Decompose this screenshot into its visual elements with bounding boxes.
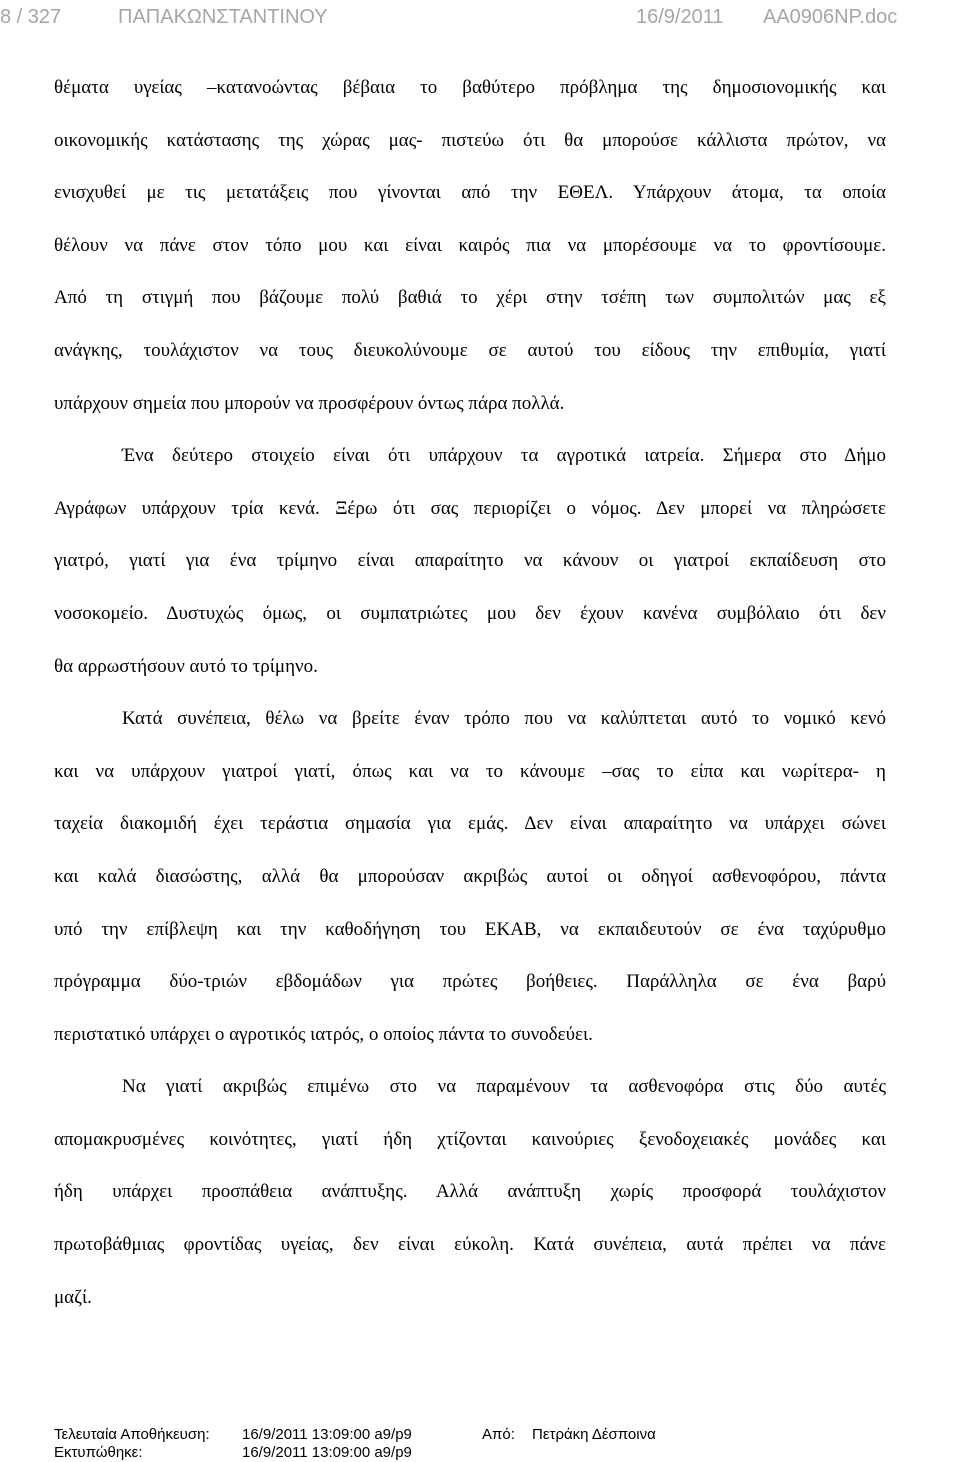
footer-printed-row xyxy=(54,1444,904,1462)
text-line: ταχεία διακομιδή έχει τεράστια σημασία για εμάς. Δεν είναι απαραίτητο να υπάρχει σώνει xyxy=(54,813,886,835)
header-filename: ΑΑ0906ΝΡ.doc xyxy=(763,6,898,28)
text-line: νοσοκομείο. Δυστυχώς όμως, οι συμπατριώτες μου δεν έχουν κανένα συμβόλαιο ότι δεν xyxy=(54,602,886,624)
text-line: πρωτοβάθμιας φροντίδας υγείας, δεν είναι εύκολη. Κατά συνέπεια, αυτά πρέπει να πάνε xyxy=(54,1234,886,1256)
saved-label: Τελευταία Αποθήκευση: xyxy=(54,1426,210,1443)
text-line: και καλά διασώστης, αλλά θα μπορούσαν ακριβώς αυτοί οι οδηγοί ασθενοφόρου, πάντα xyxy=(54,865,886,887)
from-label: Από: xyxy=(482,1426,515,1443)
text-line: Κατά συνέπεια, θέλω να βρείτε έναν τρόπο που να καλύπτεται αυτό το νομικό κενό xyxy=(122,708,886,730)
text-line: υπάρχουν σημεία που μπορούν να προσφέρουν όντως πάρα πολλά. xyxy=(54,392,565,414)
from-value: Πετράκη Δέσποινα xyxy=(532,1426,656,1443)
page-footer xyxy=(54,1426,904,1462)
text-line: μαζί. xyxy=(54,1286,92,1308)
footer-saved-row xyxy=(54,1426,904,1444)
paragraph xyxy=(54,430,886,693)
header-date: 16/9/2011 xyxy=(636,6,724,28)
paragraph xyxy=(54,62,886,430)
text-line: απομακρυσμένες κοινότητες, γιατί ήδη χτίζονται καινούριες ξενοδοχειακές μονάδες και xyxy=(54,1128,886,1150)
text-line: Ένα δεύτερο στοιχείο είναι ότι υπάρχουν τα αγροτικά ιατρεία. Σήμερα στο Δήμο xyxy=(122,445,886,467)
text-line: ήδη υπάρχει προσπάθεια ανάπτυξης. Αλλά ανάπτυξη χωρίς προσφορά τουλάχιστον xyxy=(54,1181,886,1203)
text-line: θα αρρωστήσουν αυτό το τρίμηνο. xyxy=(54,655,318,677)
document-body xyxy=(54,62,886,1324)
page-number: 8 / 327 xyxy=(0,6,62,28)
text-line: περιστατικό υπάρχει ο αγροτικός ιατρός, ο οποίος πάντα το συνοδεύει. xyxy=(54,1023,593,1045)
paragraph xyxy=(54,1061,886,1324)
text-line: Αγράφων υπάρχουν τρία κενά. Ξέρω ότι σας περιορίζει ο νόμος. Δεν μπορεί να πληρώσετε xyxy=(54,497,886,519)
text-line: Από τη στιγμή που βάζουμε πολύ βαθιά το χέρι στην τσέπη των συμπολιτών μας εξ xyxy=(54,287,886,309)
printed-value: 16/9/2011 13:09:00 a9/p9 xyxy=(242,1444,412,1461)
text-line: θέλουν να πάνε στον τόπο μου και είναι καιρός πια να μπορέσουμε να το φροντίσουμε. xyxy=(54,234,886,256)
saved-value: 16/9/2011 13:09:00 a9/p9 xyxy=(242,1426,412,1443)
text-line: Να γιατί ακριβώς επιμένω στο να παραμένουν τα ασθενοφόρα στις δύο αυτές xyxy=(122,1076,886,1098)
text-line: ανάγκης, τουλάχιστον να τους διευκολύνουμε σε αυτού του είδους την επιθυμία, γιατί xyxy=(54,339,886,361)
printed-label: Εκτυπώθηκε: xyxy=(54,1444,143,1461)
paragraph xyxy=(54,693,886,1061)
text-line: οικονομικής κατάστασης της χώρας μας- πιστεύω ότι θα μπορούσε κάλλιστα πρώτον, να xyxy=(54,129,886,151)
text-line: θέματα υγείας –κατανοώντας βέβαια το βαθύτερο πρόβλημα της δημοσιονομικής και xyxy=(54,77,886,98)
text-line: γιατρό, γιατί για ένα τρίμηνο είναι απαραίτητο να κάνουν οι γιατροί εκπαίδευση στο xyxy=(54,550,886,572)
text-line: υπό την επίβλεψη και την καθοδήγηση του ΕΚΑΒ, να εκπαιδευτούν σε ένα ταχύρυθμο xyxy=(54,918,886,940)
text-line: και να υπάρχουν γιατροί γιατί, όπως και να το κάνουμε –σας το είπα και νωρίτερα- η xyxy=(54,760,886,782)
header-author: ΠΑΠΑΚΩΝΣΤΑΝΤΙΝΟΥ xyxy=(118,6,328,28)
text-line: ενισχυθεί με τις μετατάξεις που γίνονται από την ΕΘΕΛ. Υπάρχουν άτομα, τα οποία xyxy=(54,182,886,204)
page-header xyxy=(0,4,960,34)
text-line: πρόγραμμα δύο-τριών εβδομάδων για πρώτες βοήθειες. Παράλληλα σε ένα βαρύ xyxy=(54,971,886,993)
